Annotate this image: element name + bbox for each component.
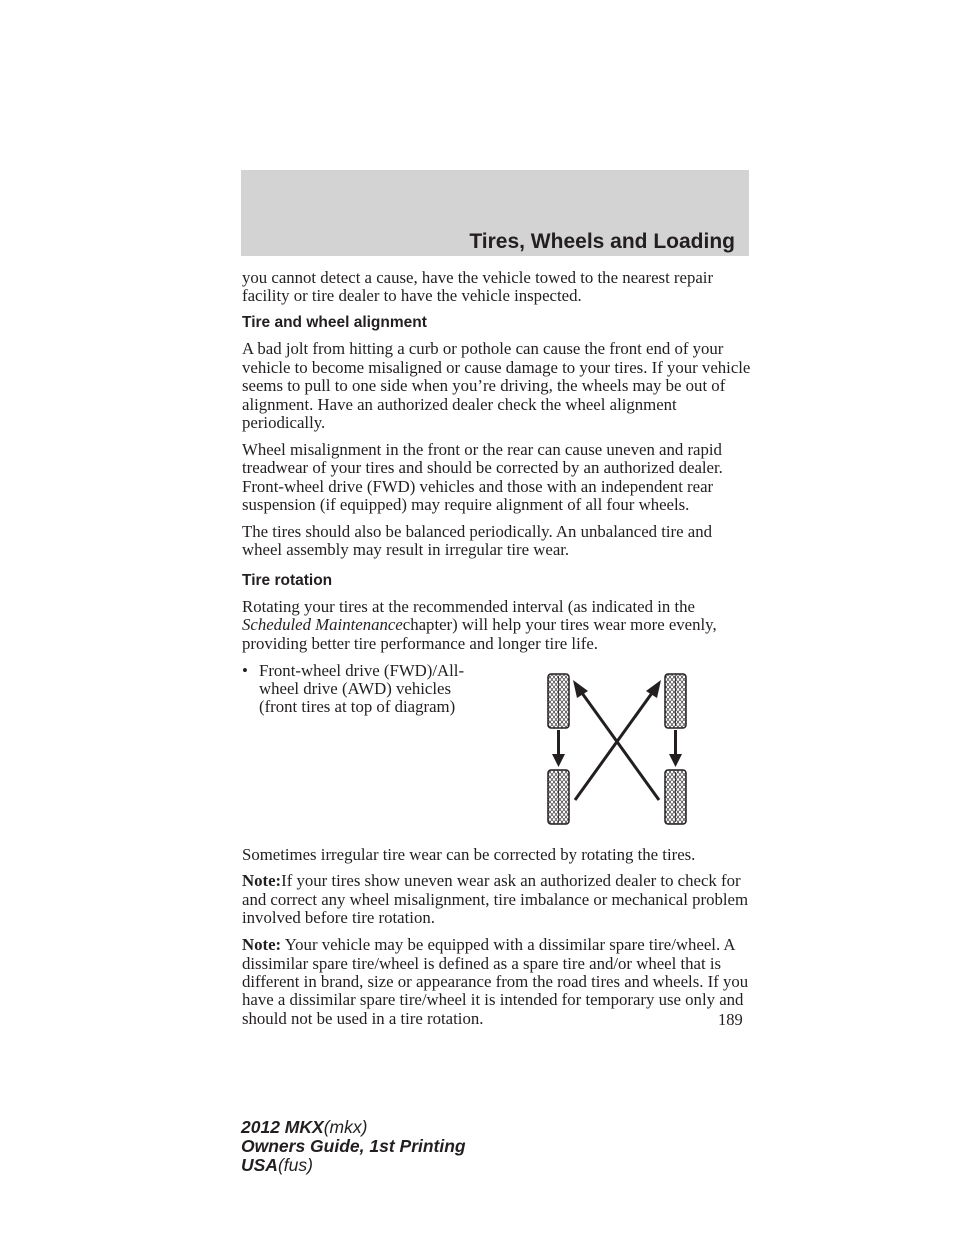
- note-1: [242, 872, 752, 927]
- arrow-right-down-icon: [669, 730, 682, 767]
- note-1-label: Note:: [242, 871, 282, 891]
- tire-rotation-diagram: [546, 672, 696, 827]
- note-2-text: Your vehicle may be equipped with a dissimilar spare tire/wheel. A dissimilar spare tire/wheel is defined as a spare tire and/or wheel that is different in brand, size or appearance from the road tires and wheels. If you have a dissimilar spare tire/wheel it is intended for temporary use only and should not be used in a tire rotation.: [242, 935, 749, 1028]
- bullet-dot: •: [242, 660, 248, 680]
- arrow-cross-to-front-left-icon: [573, 680, 659, 800]
- footer-line-1: [241, 1118, 466, 1137]
- tire-rear-right-icon: [665, 770, 686, 824]
- footer-model-code: (mkx): [323, 1117, 368, 1137]
- footer-print-info: [241, 1118, 466, 1175]
- section-header-bar: [241, 170, 749, 256]
- footer-market-code: (fus): [277, 1155, 313, 1175]
- footer-line-3: [241, 1156, 466, 1175]
- footer-line-2: [241, 1137, 466, 1156]
- page-content: [242, 269, 752, 1037]
- tire-rear-left-icon: [548, 770, 569, 824]
- scheduled-maintenance-reference: Scheduled Maintenance: [242, 615, 403, 635]
- rotation-heading: Tire rotation: [242, 571, 333, 589]
- tire-front-right-icon: [665, 674, 686, 728]
- rotation-paragraph-1: [242, 598, 752, 653]
- page-number: 189: [718, 1010, 743, 1029]
- footer-market: USA: [241, 1155, 278, 1175]
- rotation-bullet-row: [242, 662, 752, 840]
- rotation-paragraph-2: Sometimes irregular tire wear can be corrected by rotating the tires.: [242, 844, 696, 864]
- arrow-cross-to-front-right-icon: [575, 680, 661, 800]
- section-title: Tires, Wheels and Loading: [469, 230, 735, 253]
- alignment-paragraph-3: The tires should also be balanced periodically. An unbalanced tire and wheel assembly may result in irregular tire wear.: [242, 521, 713, 560]
- bullet-text: Front-wheel drive (FWD)/All-wheel drive (AWD) vehicles (front tires at top of diagram): [259, 660, 465, 717]
- note-1-text: If your tires show uneven wear ask an authorized dealer to check for and correct any wheel misalignment, tire imbalance or mechanical problem involved before tire rotation.: [242, 871, 749, 928]
- note-2-label: Note:: [242, 935, 282, 955]
- alignment-paragraph-1: A bad jolt from hitting a curb or pothole can cause the front end of your vehicle to become misaligned or cause damage to your tires. If your vehicle seems to pull to one side when you’re driving, the wheels may be out of alignment. Have an authorized dealer check the wheel alignment periodically.: [242, 339, 751, 432]
- alignment-heading: Tire and wheel alignment: [242, 314, 427, 332]
- arrow-left-down-icon: [552, 730, 565, 767]
- note-2: [242, 936, 752, 1028]
- rotation-p1-post: chapter) will help your tires wear more evenly, providing better tire performance and longer tire life.: [242, 615, 717, 653]
- footer-guide-edition: Owners Guide, 1st Printing: [241, 1136, 466, 1156]
- intro-paragraph: you cannot detect a cause, have the vehicle towed to the nearest repair facility or tire dealer to have the vehicle inspected.: [242, 268, 714, 306]
- tire-front-left-icon: [548, 674, 569, 728]
- alignment-paragraph-2: Wheel misalignment in the front or the rear can cause uneven and rapid treadwear of your tires and should be corrected by an authorized dealer. Front-wheel drive (FWD) vehicles and those with an independent rear suspension (if equipped) may require alignment of all four wheels.: [242, 439, 723, 515]
- rotation-p1-pre: Rotating your tires at the recommended interval (as indicated in the: [242, 596, 695, 616]
- footer-model: 2012 MKX: [241, 1117, 324, 1137]
